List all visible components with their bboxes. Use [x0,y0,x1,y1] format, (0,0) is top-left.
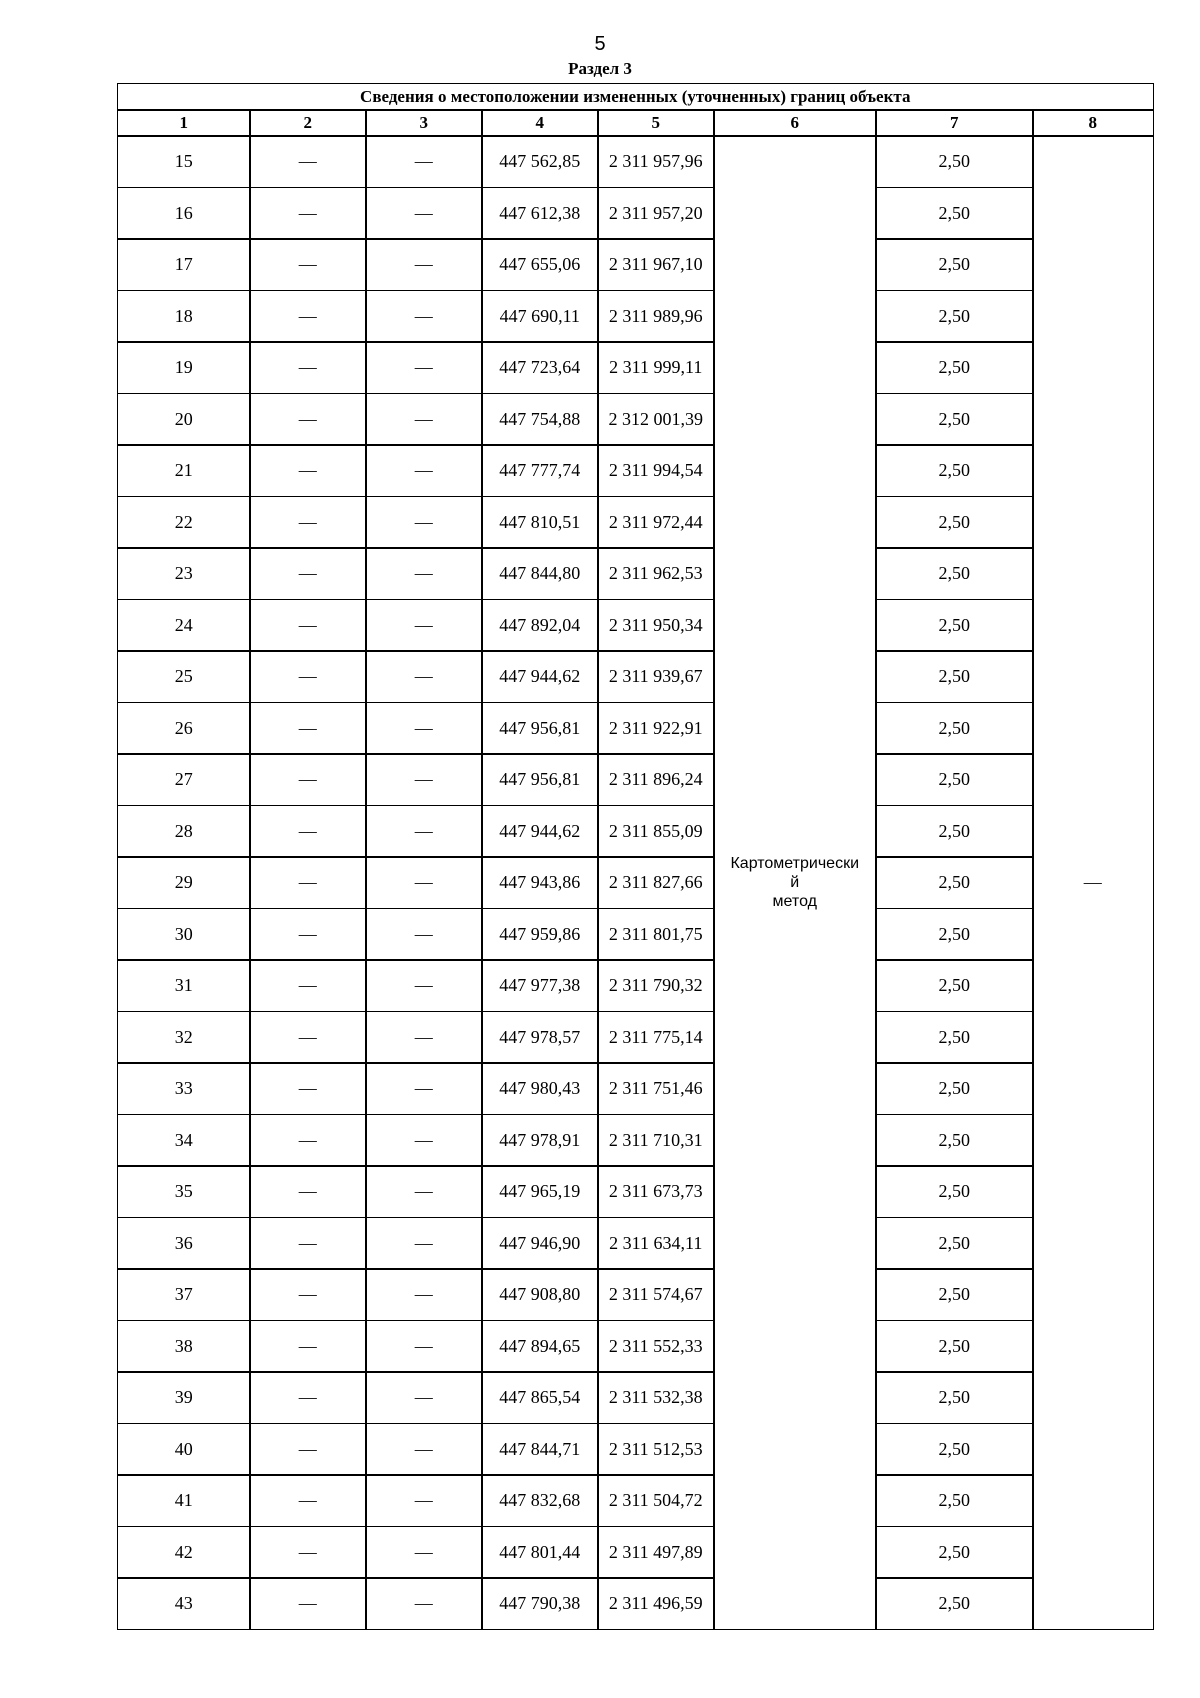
accuracy: 2,50 [875,1577,1034,1630]
accuracy: 2,50 [875,599,1034,652]
col8-value: — [1032,135,1154,1630]
coord-y: 2 311 673,73 [597,1165,715,1218]
coord-y: 2 311 950,34 [597,599,715,652]
col2-dash: — [249,187,367,240]
accuracy: 2,50 [875,753,1034,806]
col2-dash: — [249,959,367,1012]
col3-dash: — [365,959,483,1012]
coord-y: 2 311 801,75 [597,908,715,961]
column-header-2: 2 [249,109,367,137]
accuracy: 2,50 [875,135,1034,188]
col3-dash: — [365,1217,483,1270]
col3-dash: — [365,1114,483,1167]
coord-x: 447 977,38 [481,959,599,1012]
point-number: 36 [117,1217,251,1270]
coord-y: 2 311 922,91 [597,702,715,755]
coord-y: 2 311 504,72 [597,1474,715,1527]
col3-dash: — [365,290,483,343]
point-number: 20 [117,393,251,446]
col3-dash: — [365,135,483,188]
point-number: 33 [117,1062,251,1115]
col3-dash: — [365,856,483,909]
accuracy: 2,50 [875,1062,1034,1115]
coord-y: 2 311 775,14 [597,1011,715,1064]
coord-y: 2 311 512,53 [597,1423,715,1476]
coord-y: 2 311 634,11 [597,1217,715,1270]
col2-dash: — [249,135,367,188]
method-cell [713,135,877,1630]
accuracy: 2,50 [875,908,1034,961]
coord-x: 447 832,68 [481,1474,599,1527]
col3-dash: — [365,1062,483,1115]
column-header-4: 4 [481,109,599,137]
coord-x: 447 612,38 [481,187,599,240]
col2-dash: — [249,1577,367,1630]
coord-x: 447 894,65 [481,1320,599,1373]
point-number: 26 [117,702,251,755]
accuracy: 2,50 [875,238,1034,291]
point-number: 35 [117,1165,251,1218]
col2-dash: — [249,444,367,497]
col3-dash: — [365,547,483,600]
point-number: 19 [117,341,251,394]
coord-x: 447 655,06 [481,238,599,291]
col2-dash: — [249,1371,367,1424]
accuracy: 2,50 [875,1011,1034,1064]
point-number: 17 [117,238,251,291]
col3-dash: — [365,187,483,240]
coord-y: 2 311 994,54 [597,444,715,497]
coord-y: 2 311 967,10 [597,238,715,291]
col2-dash: — [249,341,367,394]
accuracy: 2,50 [875,1217,1034,1270]
point-number: 16 [117,187,251,240]
point-number: 24 [117,599,251,652]
accuracy: 2,50 [875,187,1034,240]
accuracy: 2,50 [875,1526,1034,1579]
accuracy: 2,50 [875,1268,1034,1321]
col2-dash: — [249,908,367,961]
col3-dash: — [365,1268,483,1321]
coord-y: 2 311 574,67 [597,1268,715,1321]
col2-dash: — [249,1011,367,1064]
point-number: 22 [117,496,251,549]
col3-dash: — [365,1577,483,1630]
coord-x: 447 956,81 [481,702,599,755]
accuracy: 2,50 [875,702,1034,755]
coord-y: 2 311 497,89 [597,1526,715,1579]
coord-x: 447 723,64 [481,341,599,394]
accuracy: 2,50 [875,805,1034,858]
col2-dash: — [249,599,367,652]
col2-dash: — [249,1526,367,1579]
coord-y: 2 311 827,66 [597,856,715,909]
point-number: 28 [117,805,251,858]
coord-y: 2 311 532,38 [597,1371,715,1424]
column-header-1: 1 [117,109,251,137]
col3-dash: — [365,599,483,652]
section-title: Раздел 3 [568,59,632,78]
method-text-line: й [790,874,800,891]
col3-dash: — [365,238,483,291]
col3-dash: — [365,496,483,549]
col3-dash: — [365,444,483,497]
point-number: 18 [117,290,251,343]
col2-dash: — [249,290,367,343]
col2-dash: — [249,805,367,858]
col2-dash: — [249,1217,367,1270]
point-number: 37 [117,1268,251,1321]
coord-x: 447 980,43 [481,1062,599,1115]
col2-dash: — [249,856,367,909]
accuracy: 2,50 [875,1423,1034,1476]
accuracy: 2,50 [875,290,1034,343]
coord-x: 447 908,80 [481,1268,599,1321]
col2-dash: — [249,496,367,549]
col2-dash: — [249,393,367,446]
col2-dash: — [249,1165,367,1218]
point-number: 21 [117,444,251,497]
point-number: 27 [117,753,251,806]
point-number: 25 [117,650,251,703]
col3-dash: — [365,1526,483,1579]
coord-x: 447 946,90 [481,1217,599,1270]
coord-y: 2 311 999,11 [597,341,715,394]
accuracy: 2,50 [875,856,1034,909]
coord-x: 447 777,74 [481,444,599,497]
accuracy: 2,50 [875,1320,1034,1373]
accuracy: 2,50 [875,650,1034,703]
col2-dash: — [249,1062,367,1115]
coord-y: 2 312 001,39 [597,393,715,446]
coord-y: 2 311 496,59 [597,1577,715,1630]
col2-dash: — [249,1474,367,1527]
col3-dash: — [365,1011,483,1064]
accuracy: 2,50 [875,444,1034,497]
column-header-5: 5 [597,109,715,137]
coord-y: 2 311 552,33 [597,1320,715,1373]
point-number: 32 [117,1011,251,1064]
coord-y: 2 311 790,32 [597,959,715,1012]
coord-x: 447 844,71 [481,1423,599,1476]
column-header-8: 8 [1032,109,1154,137]
accuracy: 2,50 [875,959,1034,1012]
col3-dash: — [365,1320,483,1373]
accuracy: 2,50 [875,1371,1034,1424]
col3-dash: — [365,702,483,755]
coord-y: 2 311 855,09 [597,805,715,858]
col3-dash: — [365,908,483,961]
point-number: 43 [117,1577,251,1630]
point-number: 31 [117,959,251,1012]
accuracy: 2,50 [875,393,1034,446]
coord-x: 447 959,86 [481,908,599,961]
point-number: 34 [117,1114,251,1167]
col2-dash: — [249,753,367,806]
coord-x: 447 944,62 [481,805,599,858]
column-header-6: 6 [713,109,877,137]
page-number: 5 [594,33,606,55]
col3-dash: — [365,393,483,446]
coord-y: 2 311 710,31 [597,1114,715,1167]
column-header-3: 3 [365,109,483,137]
accuracy: 2,50 [875,1474,1034,1527]
point-number: 40 [117,1423,251,1476]
col2-dash: — [249,238,367,291]
coord-y: 2 311 962,53 [597,547,715,600]
accuracy: 2,50 [875,1114,1034,1167]
col3-dash: — [365,1423,483,1476]
coord-x: 447 944,62 [481,650,599,703]
col3-dash: — [365,753,483,806]
point-number: 15 [117,135,251,188]
point-number: 39 [117,1371,251,1424]
coord-x: 447 801,44 [481,1526,599,1579]
accuracy: 2,50 [875,496,1034,549]
coord-x: 447 978,57 [481,1011,599,1064]
coord-x: 447 865,54 [481,1371,599,1424]
col2-dash: — [249,702,367,755]
coord-y: 2 311 989,96 [597,290,715,343]
coord-y: 2 311 972,44 [597,496,715,549]
col3-dash: — [365,805,483,858]
col3-dash: — [365,341,483,394]
coord-y: 2 311 751,46 [597,1062,715,1115]
accuracy: 2,50 [875,1165,1034,1218]
coord-x: 447 754,88 [481,393,599,446]
col2-dash: — [249,1320,367,1373]
coord-x: 447 978,91 [481,1114,599,1167]
coord-y: 2 311 957,96 [597,135,715,188]
column-header-7: 7 [875,109,1034,137]
col2-dash: — [249,547,367,600]
coord-x: 447 956,81 [481,753,599,806]
coord-y: 2 311 939,67 [597,650,715,703]
col2-dash: — [249,650,367,703]
col3-dash: — [365,1371,483,1424]
accuracy: 2,50 [875,341,1034,394]
accuracy: 2,50 [875,547,1034,600]
coord-x: 447 790,38 [481,1577,599,1630]
col3-dash: — [365,1474,483,1527]
coord-x: 447 562,85 [481,135,599,188]
point-number: 38 [117,1320,251,1373]
point-number: 23 [117,547,251,600]
coord-x: 447 810,51 [481,496,599,549]
method-text-line: метод [772,893,817,910]
coord-x: 447 844,80 [481,547,599,600]
coord-x: 447 943,86 [481,856,599,909]
point-number: 30 [117,908,251,961]
table-caption: Сведения о местоположении измененных (уточненных) границ объекта [117,83,1154,111]
col3-dash: — [365,1165,483,1218]
point-number: 29 [117,856,251,909]
col2-dash: — [249,1268,367,1321]
coord-y: 2 311 957,20 [597,187,715,240]
coord-y: 2 311 896,24 [597,753,715,806]
coord-x: 447 965,19 [481,1165,599,1218]
col2-dash: — [249,1114,367,1167]
col3-dash: — [365,650,483,703]
col2-dash: — [249,1423,367,1476]
point-number: 41 [117,1474,251,1527]
coord-x: 447 690,11 [481,290,599,343]
point-number: 42 [117,1526,251,1579]
coord-x: 447 892,04 [481,599,599,652]
coordinates-table [117,83,1152,1631]
method-text-line: Картометрически [730,855,859,872]
